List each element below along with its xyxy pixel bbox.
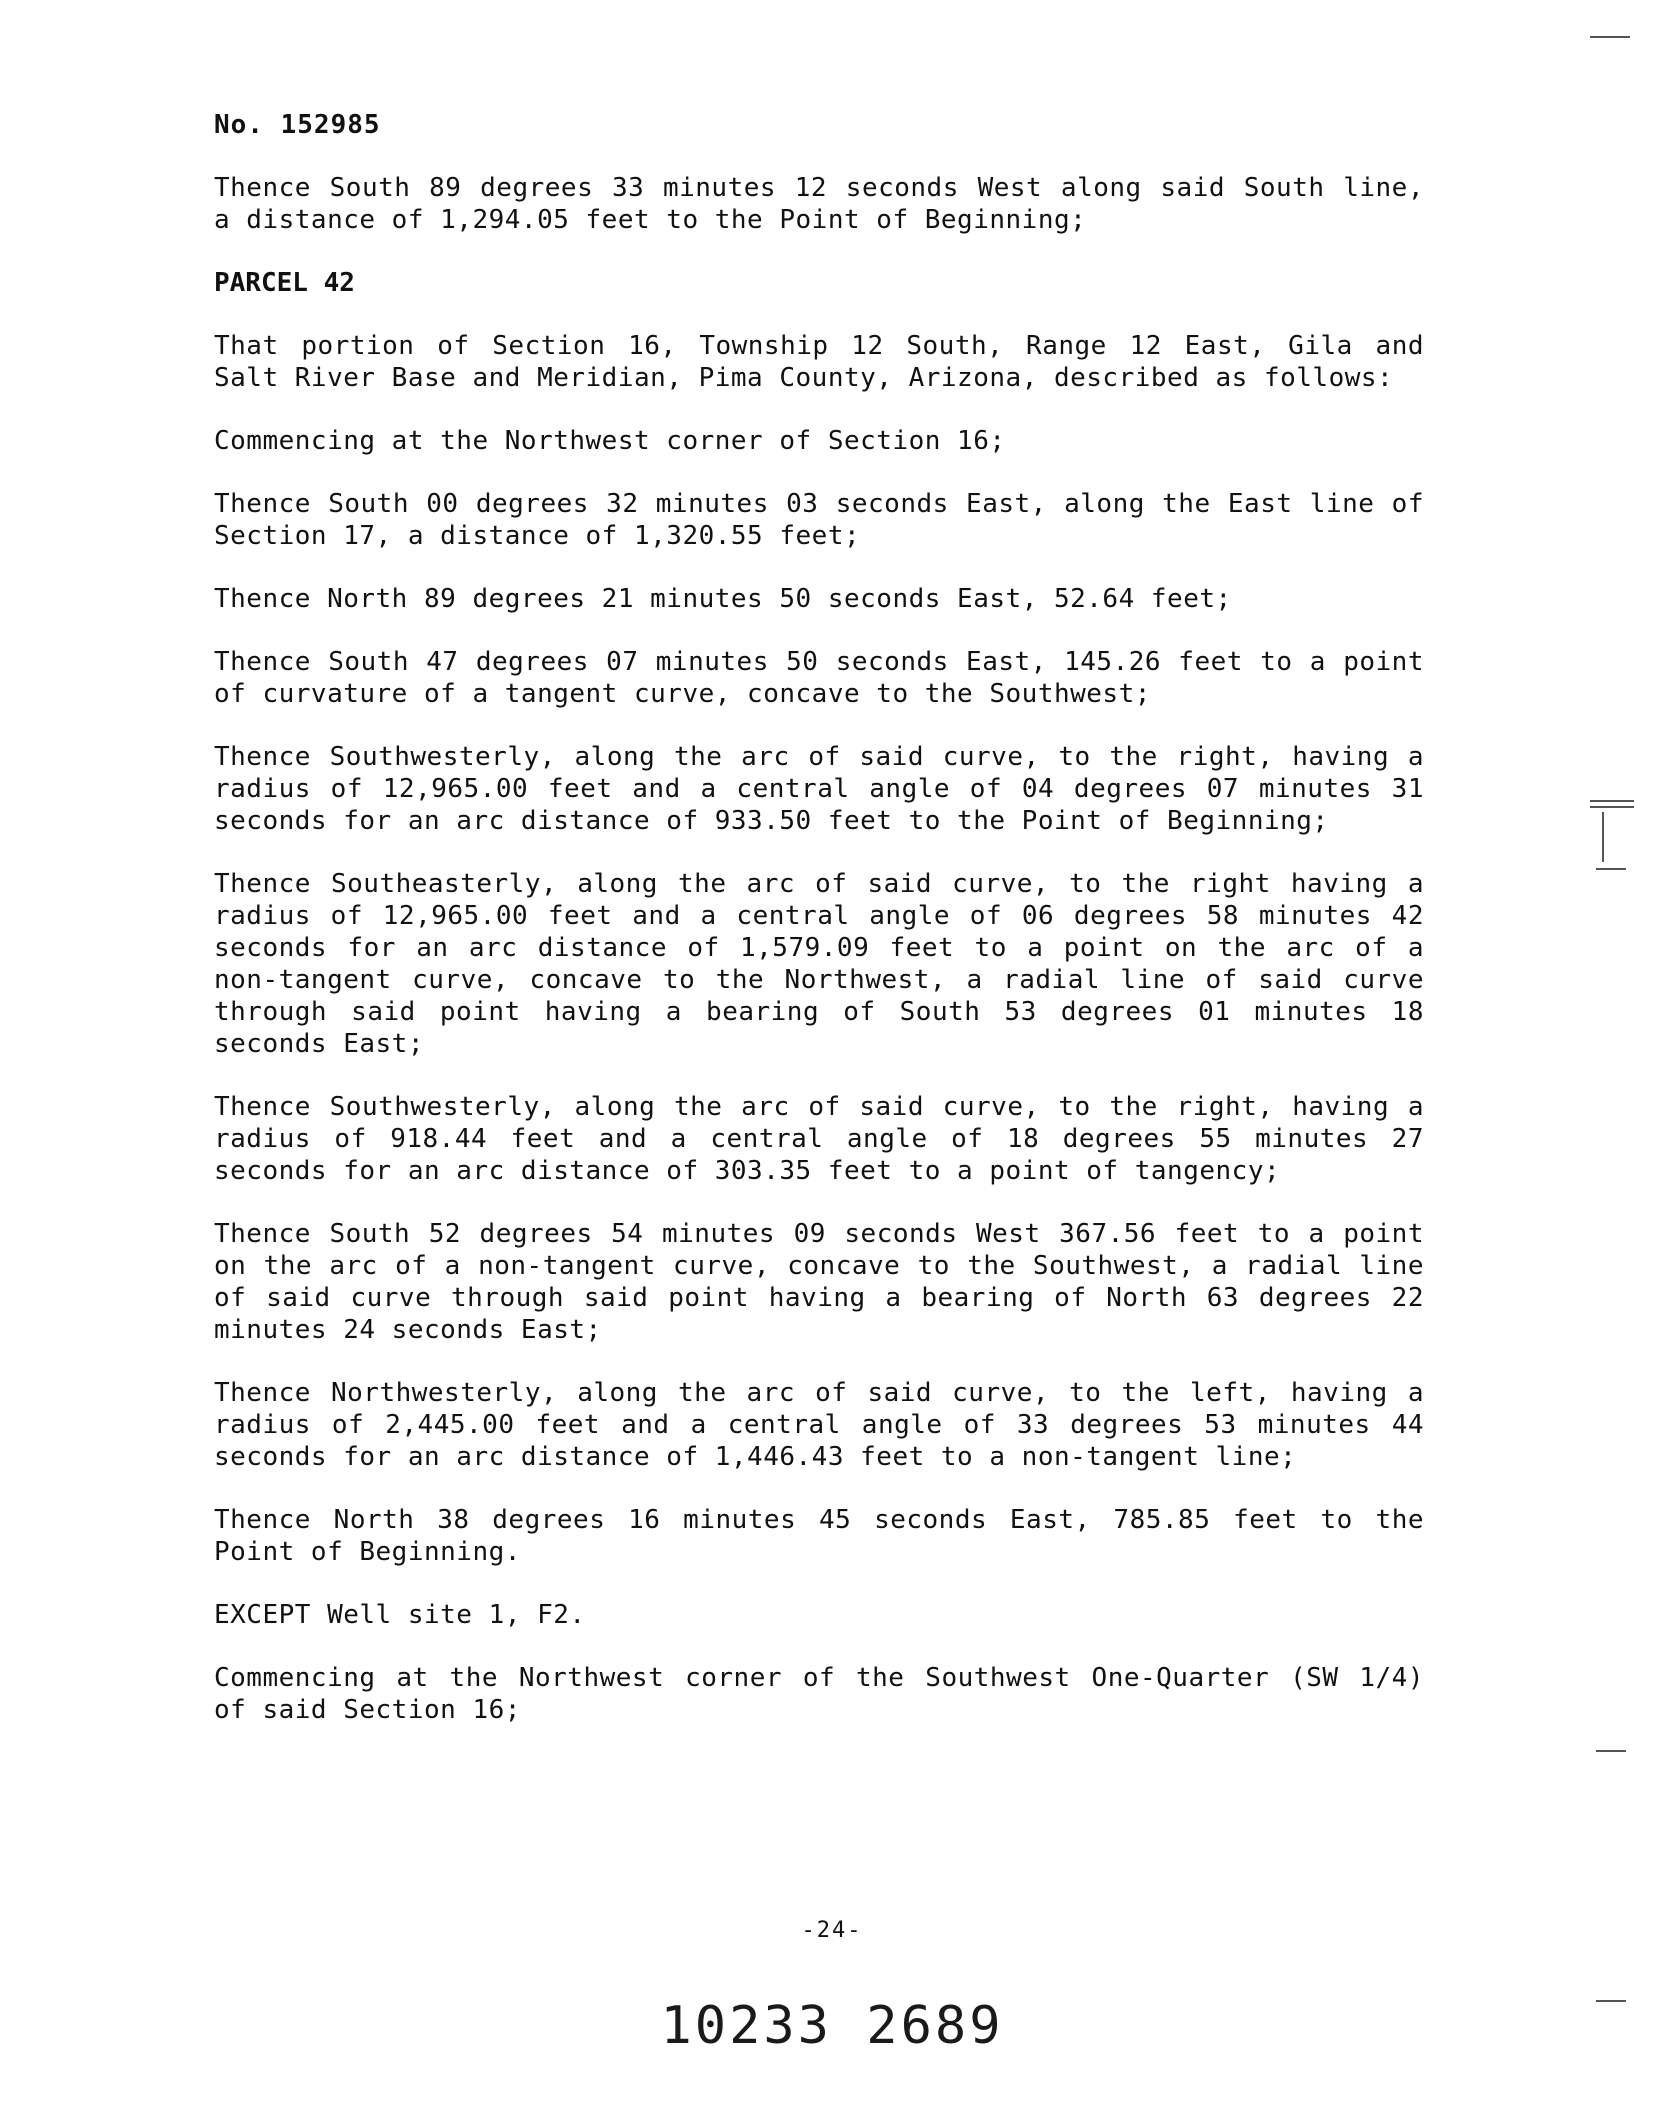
paragraph-7: Thence Southwesterly, along the arc of said curve, to the right, having a radius of 12,965.00 feet and a central angle of 04 degrees 07 minutes 31 seconds for an arc distance of 933.50 feet to the Point of Beginning; [214,742,1424,836]
paragraph-14: Commencing at the Northwest corner of the Southwest One-Quarter (SW 1/4) of said Section 16; [214,1663,1424,1725]
margin-mark [1590,800,1634,802]
paragraph-6: Thence South 47 degrees 07 minutes 50 seconds East, 145.26 feet to a point of curvature of a tangent curve, concave to the Southwest; [214,647,1424,709]
paragraph-10: Thence South 52 degrees 54 minutes 09 seconds West 367.56 feet to a point on the arc of a non-tangent curve, concave to the Southwest, a radial line of said curve through said point having a bearing of North 63 degrees 22 minutes 24 seconds East; [214,1219,1424,1345]
margin-mark [1602,812,1604,862]
paragraph-4: Thence South 00 degrees 32 minutes 03 seconds East, along the East line of Section 17, a distance of 1,320.55 feet; [214,489,1424,551]
paragraph-8: Thence Southeasterly, along the arc of said curve, to the right having a radius of 12,965.00 feet and a central angle of 06 degrees 58 minutes 42 seconds for an arc distance of 1,579.09 feet to a point on the arc of a non-tangent curve, concave to the Northwest, a radial line of said curve through said point having a bearing of South 53 degrees 01 minutes 18 seconds East; [214,869,1424,1059]
margin-mark [1596,2000,1626,2002]
paragraph-5: Thence North 89 degrees 21 minutes 50 seconds East, 52.64 feet; [214,584,1232,614]
document-body [214,172,1424,1757]
page-number: -24- [801,1918,863,1943]
recording-number: 10233 2689 [660,1996,1004,2056]
paragraph-12: Thence North 38 degrees 16 minutes 45 seconds East, 785.85 feet to the Point of Beginning. [214,1505,1424,1567]
margin-mark [1590,806,1634,808]
paragraph-9: Thence Southwesterly, along the arc of said curve, to the right, having a radius of 918.44 feet and a central angle of 18 degrees 55 minutes 27 seconds for an arc distance of 303.35 feet to a point of tangency; [214,1092,1424,1186]
margin-mark [1596,868,1626,870]
document-number: No. 152985 [214,110,381,140]
margin-mark [1596,1750,1626,1752]
margin-mark [1590,36,1630,38]
paragraph-13: EXCEPT Well site 1, F2. [214,1600,586,1630]
parcel-heading: PARCEL 42 [214,268,355,298]
paragraph-2: That portion of Section 16, Township 12 South, Range 12 East, Gila and Salt River Base and Meridian, Pima County, Arizona, described as follows: [214,331,1424,393]
paragraph-11: Thence Northwesterly, along the arc of said curve, to the left, having a radius of 2,445.00 feet and a central angle of 33 degrees 53 minutes 44 seconds for an arc distance of 1,446.43 feet to a non-tangent line; [214,1378,1424,1472]
paragraph-0: Thence South 89 degrees 33 minutes 12 seconds West along said South line, a distance of 1,294.05 feet to the Point of Beginning; [214,173,1424,235]
paragraph-3: Commencing at the Northwest corner of Section 16; [214,426,1006,456]
